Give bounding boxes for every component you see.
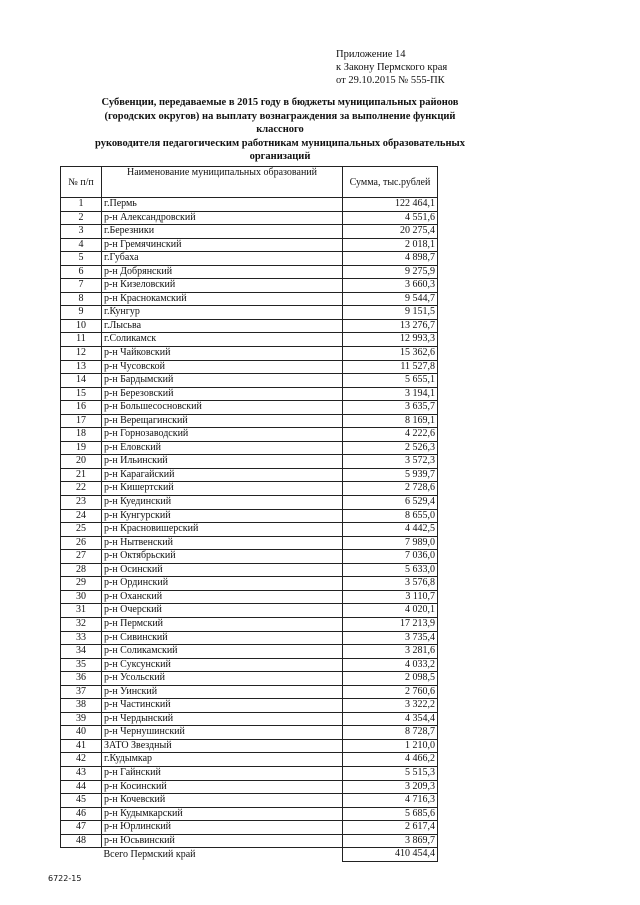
table-row	[61, 590, 438, 604]
row-sum: 3 660,3	[343, 279, 438, 293]
row-sum: 2 728,6	[343, 482, 438, 496]
table-row	[61, 645, 438, 659]
row-sum: 13 276,7	[343, 319, 438, 333]
row-number: 5	[61, 252, 102, 266]
table-row	[61, 523, 438, 537]
row-number: 9	[61, 306, 102, 320]
row-name: р-н Кишертский	[102, 482, 343, 496]
row-number: 12	[61, 347, 102, 361]
row-sum: 2 617,4	[343, 821, 438, 835]
row-number: 45	[61, 794, 102, 808]
table-row	[61, 292, 438, 306]
total-sum: 410 454,4	[343, 848, 438, 862]
appendix-date: от 29.10.2015 № 555-ПК	[336, 75, 445, 86]
table-row	[61, 319, 438, 333]
row-number: 30	[61, 590, 102, 604]
total-row	[61, 848, 438, 862]
row-number: 27	[61, 550, 102, 564]
row-sum: 4 716,3	[343, 794, 438, 808]
row-number: 39	[61, 712, 102, 726]
row-name: р-н Краснокамский	[102, 292, 343, 306]
row-sum: 20 275,4	[343, 225, 438, 239]
table-row	[61, 604, 438, 618]
row-sum: 4 442,5	[343, 523, 438, 537]
row-sum: 4 354,4	[343, 712, 438, 726]
row-number: 17	[61, 414, 102, 428]
row-number: 10	[61, 319, 102, 333]
table-row	[61, 821, 438, 835]
row-number: 2	[61, 211, 102, 225]
row-sum: 9 544,7	[343, 292, 438, 306]
total-blank	[61, 848, 102, 862]
row-sum: 2 018,1	[343, 238, 438, 252]
row-sum: 4 551,6	[343, 211, 438, 225]
title-line: (городских округов) на выплату вознаграждения за выполнение функций классного	[104, 110, 456, 135]
title-line: организаций	[249, 151, 311, 162]
row-number: 20	[61, 455, 102, 469]
row-name: р-н Добрянский	[102, 265, 343, 279]
row-number: 8	[61, 292, 102, 306]
row-number: 29	[61, 577, 102, 591]
row-sum: 17 213,9	[343, 617, 438, 631]
row-sum: 2 526,3	[343, 441, 438, 455]
row-name: р-н Нытвенский	[102, 536, 343, 550]
row-sum: 8 169,1	[343, 414, 438, 428]
row-number: 31	[61, 604, 102, 618]
row-number: 46	[61, 807, 102, 821]
row-number: 19	[61, 441, 102, 455]
appendix-number: Приложение 14	[336, 49, 406, 60]
table-row	[61, 766, 438, 780]
row-number: 36	[61, 672, 102, 686]
row-name: р-н Чусовской	[102, 360, 343, 374]
document-title	[80, 96, 480, 164]
table-row	[61, 658, 438, 672]
row-sum: 6 529,4	[343, 496, 438, 510]
row-name: р-н Красновишерский	[102, 523, 343, 537]
row-number: 48	[61, 834, 102, 848]
row-name: р-н Ординский	[102, 577, 343, 591]
table-row	[61, 482, 438, 496]
table-row	[61, 536, 438, 550]
row-number: 35	[61, 658, 102, 672]
table-row	[61, 414, 438, 428]
table-header-row	[61, 167, 438, 198]
table-row	[61, 333, 438, 347]
table-row	[61, 807, 438, 821]
row-sum: 5 655,1	[343, 374, 438, 388]
row-sum: 3 635,7	[343, 401, 438, 415]
row-number: 6	[61, 265, 102, 279]
row-number: 43	[61, 766, 102, 780]
row-name: р-н Ильинский	[102, 455, 343, 469]
table-row	[61, 550, 438, 564]
row-name: г.Березники	[102, 225, 343, 239]
table-row	[61, 347, 438, 361]
row-name: р-н Александровский	[102, 211, 343, 225]
row-name: р-н Уинский	[102, 685, 343, 699]
row-sum: 3 576,8	[343, 577, 438, 591]
row-name: р-н Бардымский	[102, 374, 343, 388]
row-number: 47	[61, 821, 102, 835]
row-sum: 5 939,7	[343, 468, 438, 482]
row-sum: 3 209,3	[343, 780, 438, 794]
row-sum: 8 728,7	[343, 726, 438, 740]
row-number: 1	[61, 198, 102, 212]
row-name: р-н Юрлинский	[102, 821, 343, 835]
table-row	[61, 306, 438, 320]
table-row	[61, 374, 438, 388]
table-body	[61, 198, 438, 862]
row-number: 25	[61, 523, 102, 537]
table-row	[61, 279, 438, 293]
row-sum: 4 033,2	[343, 658, 438, 672]
row-sum: 3 869,7	[343, 834, 438, 848]
row-name: р-н Осинский	[102, 563, 343, 577]
row-name: р-н Усольский	[102, 672, 343, 686]
row-sum: 4 020,1	[343, 604, 438, 618]
table-row	[61, 401, 438, 415]
row-sum: 8 655,0	[343, 509, 438, 523]
row-name: р-н Частинский	[102, 699, 343, 713]
table-row	[61, 265, 438, 279]
row-sum: 3 110,7	[343, 590, 438, 604]
row-sum: 3 322,2	[343, 699, 438, 713]
row-sum: 9 151,5	[343, 306, 438, 320]
row-name: г.Кудымкар	[102, 753, 343, 767]
row-number: 37	[61, 685, 102, 699]
row-number: 16	[61, 401, 102, 415]
row-name: р-н Чердынский	[102, 712, 343, 726]
row-sum: 7 989,0	[343, 536, 438, 550]
row-name: р-н Большесосновский	[102, 401, 343, 415]
row-number: 4	[61, 238, 102, 252]
row-name: р-н Кудымкарский	[102, 807, 343, 821]
title-line: руководителя педагогическим работникам муниципальных образовательных	[95, 137, 465, 149]
table-row	[61, 225, 438, 239]
table-row	[61, 360, 438, 374]
table-row	[61, 441, 438, 455]
row-number: 22	[61, 482, 102, 496]
row-name: р-н Соликамский	[102, 645, 343, 659]
table-row	[61, 198, 438, 212]
table-row	[61, 496, 438, 510]
row-name: р-н Еловский	[102, 441, 343, 455]
row-sum: 4 222,6	[343, 428, 438, 442]
row-name: г.Кунгур	[102, 306, 343, 320]
row-sum: 3 735,4	[343, 631, 438, 645]
row-name: р-н Сивинский	[102, 631, 343, 645]
table-row	[61, 252, 438, 266]
table-row	[61, 712, 438, 726]
row-name: р-н Горнозаводский	[102, 428, 343, 442]
table-row	[61, 617, 438, 631]
table-row	[61, 563, 438, 577]
table-row	[61, 753, 438, 767]
table-row	[61, 726, 438, 740]
row-number: 32	[61, 617, 102, 631]
row-name: р-н Кизеловский	[102, 279, 343, 293]
row-name: р-н Чайковский	[102, 347, 343, 361]
row-number: 42	[61, 753, 102, 767]
row-name: р-н Верещагинский	[102, 414, 343, 428]
header-number: № п/п	[61, 167, 102, 198]
row-sum: 122 464,1	[343, 198, 438, 212]
appendix-block	[336, 48, 447, 87]
table-row	[61, 672, 438, 686]
row-name: р-н Косинский	[102, 780, 343, 794]
row-sum: 5 515,3	[343, 766, 438, 780]
total-label: Всего Пермский край	[102, 848, 343, 862]
appendix-law: к Закону Пермского края	[336, 62, 448, 73]
row-name: р-н Пермский	[102, 617, 343, 631]
row-number: 7	[61, 279, 102, 293]
row-sum: 3 194,1	[343, 387, 438, 401]
row-sum: 1 210,0	[343, 739, 438, 753]
row-sum: 5 685,6	[343, 807, 438, 821]
row-sum: 12 993,3	[343, 333, 438, 347]
row-name: р-н Оханский	[102, 590, 343, 604]
row-name: ЗАТО Звездный	[102, 739, 343, 753]
table-row	[61, 211, 438, 225]
row-number: 3	[61, 225, 102, 239]
row-number: 15	[61, 387, 102, 401]
row-number: 33	[61, 631, 102, 645]
row-sum: 15 362,6	[343, 347, 438, 361]
row-name: р-н Кунгурский	[102, 509, 343, 523]
row-name: р-н Гайнский	[102, 766, 343, 780]
row-sum: 3 572,3	[343, 455, 438, 469]
row-number: 28	[61, 563, 102, 577]
header-name: Наименование муниципальных образований	[102, 167, 343, 198]
table-row	[61, 631, 438, 645]
row-sum: 5 633,0	[343, 563, 438, 577]
row-number: 38	[61, 699, 102, 713]
table-row	[61, 509, 438, 523]
row-name: р-н Юсьвинский	[102, 834, 343, 848]
table-row	[61, 387, 438, 401]
row-number: 41	[61, 739, 102, 753]
row-sum: 7 036,0	[343, 550, 438, 564]
row-number: 40	[61, 726, 102, 740]
row-name: р-н Березовский	[102, 387, 343, 401]
row-name: г.Пермь	[102, 198, 343, 212]
row-number: 26	[61, 536, 102, 550]
row-sum: 2 760,6	[343, 685, 438, 699]
row-number: 18	[61, 428, 102, 442]
table-row	[61, 780, 438, 794]
table-row	[61, 739, 438, 753]
row-name: р-н Суксунский	[102, 658, 343, 672]
row-number: 13	[61, 360, 102, 374]
row-number: 11	[61, 333, 102, 347]
table-row	[61, 428, 438, 442]
document-code: 6722-15	[48, 874, 82, 883]
row-name: р-н Карагайский	[102, 468, 343, 482]
row-sum: 2 098,5	[343, 672, 438, 686]
row-name: р-н Кочевский	[102, 794, 343, 808]
table-row	[61, 455, 438, 469]
row-number: 44	[61, 780, 102, 794]
row-sum: 4 466,2	[343, 753, 438, 767]
row-name: г.Соликамск	[102, 333, 343, 347]
title-line: Субвенции, передаваемые в 2015 году в бюджеты муниципальных районов	[101, 97, 459, 108]
row-name: г.Губаха	[102, 252, 343, 266]
table-row	[61, 699, 438, 713]
table-row	[61, 577, 438, 591]
row-sum: 11 527,8	[343, 360, 438, 374]
header-sum: Сумма, тыс.рублей	[343, 167, 438, 198]
table-row	[61, 834, 438, 848]
table-row	[61, 468, 438, 482]
table-row	[61, 685, 438, 699]
row-number: 21	[61, 468, 102, 482]
row-number: 34	[61, 645, 102, 659]
table-row	[61, 794, 438, 808]
subsidy-table	[60, 166, 438, 862]
row-sum: 4 898,7	[343, 252, 438, 266]
row-sum: 9 275,9	[343, 265, 438, 279]
row-sum: 3 281,6	[343, 645, 438, 659]
row-name: р-н Очерский	[102, 604, 343, 618]
row-name: р-н Куединский	[102, 496, 343, 510]
row-name: р-н Гремячинский	[102, 238, 343, 252]
row-name: р-н Чернушинский	[102, 726, 343, 740]
row-number: 24	[61, 509, 102, 523]
row-number: 14	[61, 374, 102, 388]
row-number: 23	[61, 496, 102, 510]
row-name: г.Лысьва	[102, 319, 343, 333]
table-row	[61, 238, 438, 252]
row-name: р-н Октябрьский	[102, 550, 343, 564]
